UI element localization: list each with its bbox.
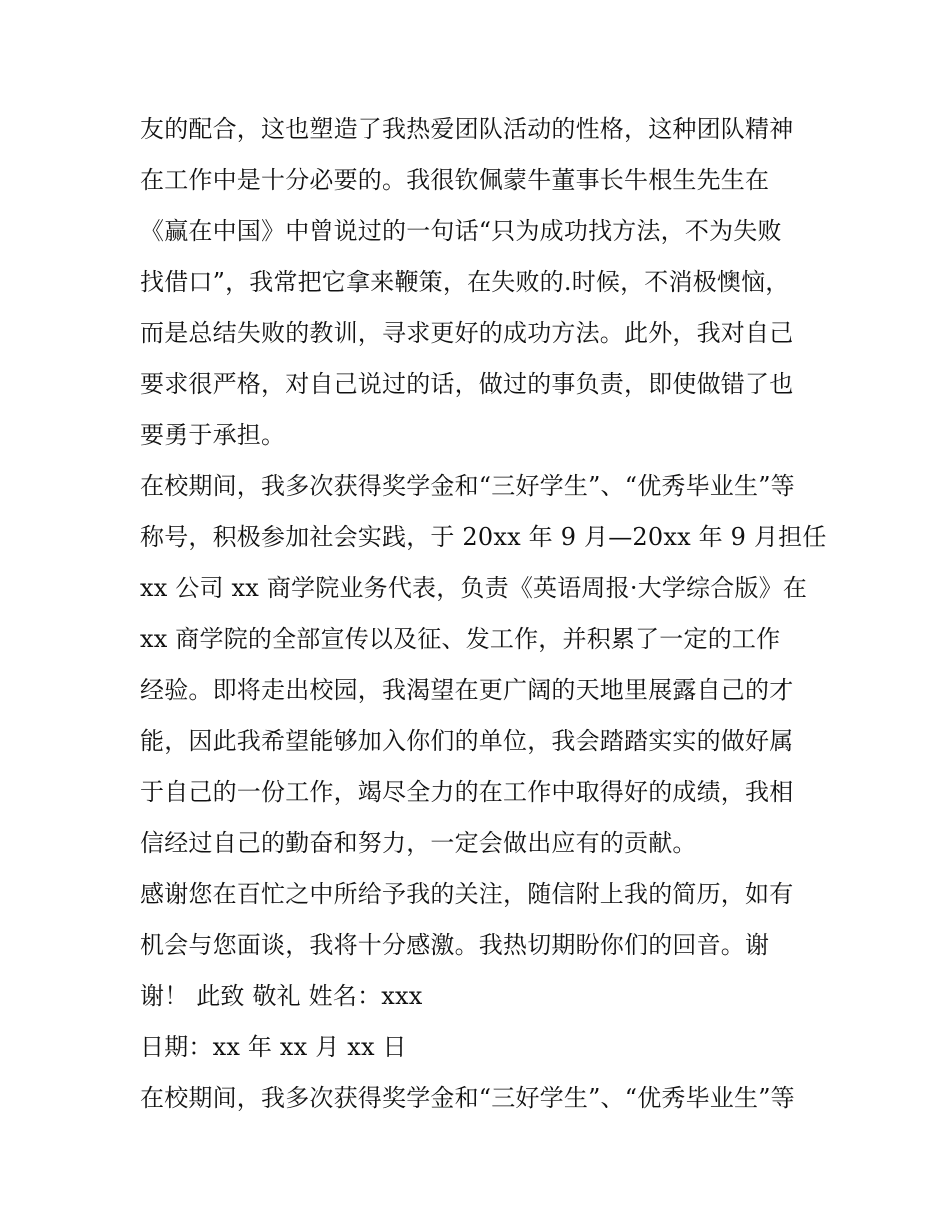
text-line: 于自己的一份工作，竭尽全力的在工作中取得好的成绩，我相 (140, 778, 794, 806)
text-line: 谢！ 此致 敬礼 姓名：xxx (140, 982, 423, 1010)
text-line: 在校期间，我多次获得奖学金和“三好学生”、“优秀毕业生”等 (140, 472, 795, 500)
text-line: 要勇于承担。 (140, 421, 286, 449)
text-line: 经验。即将走出校园，我渴望在更广阔的天地里展露自己的才 (140, 676, 794, 704)
text-line: 日期：xx 年 xx 月 xx 日 (140, 1033, 407, 1061)
text-line: 要求很严格，对自己说过的话，做过的事负责，即使做错了也 (140, 370, 794, 398)
text-line: 信经过自己的勤奋和努力，一定会做出应有的贡献。 (140, 829, 697, 857)
text-line: 称号，积极参加社会实践，于 20xx 年 9 月—20xx 年 9 月担任 (140, 523, 827, 551)
text-line: 友的配合，这也塑造了我热爱团队活动的性格，这种团队精神 (140, 115, 794, 143)
text-line: 找借口”，我常把它拿来鞭策，在失败的.时候，不消极懊恼， (140, 268, 790, 296)
text-line: 机会与您面谈，我将十分感激。我热切期盼你们的回音。谢 (140, 931, 770, 959)
text-line: 而是总结失败的教训，寻求更好的成功方法。此外，我对自己 (140, 319, 794, 347)
text-line: 在工作中是十分必要的。我很钦佩蒙牛董事长牛根生先生在 (140, 166, 770, 194)
text-line: xx 商学院的全部宣传以及征、发工作，并积累了一定的工作 (140, 625, 781, 653)
text-line: 在校期间，我多次获得奖学金和“三好学生”、“优秀毕业生”等 (140, 1084, 795, 1112)
text-line: 《赢在中国》中曾说过的一句话“只为成功找方法，不为失败 (140, 217, 782, 245)
text-line: xx 公司 xx 商学院业务代表，负责《英语周报·大学综合版》在 (140, 574, 808, 602)
text-line: 感谢您在百忙之中所给予我的关注，随信附上我的简历，如有 (140, 880, 794, 908)
text-line: 能，因此我希望能够加入你们的单位，我会踏踏实实的做好属 (140, 727, 794, 755)
